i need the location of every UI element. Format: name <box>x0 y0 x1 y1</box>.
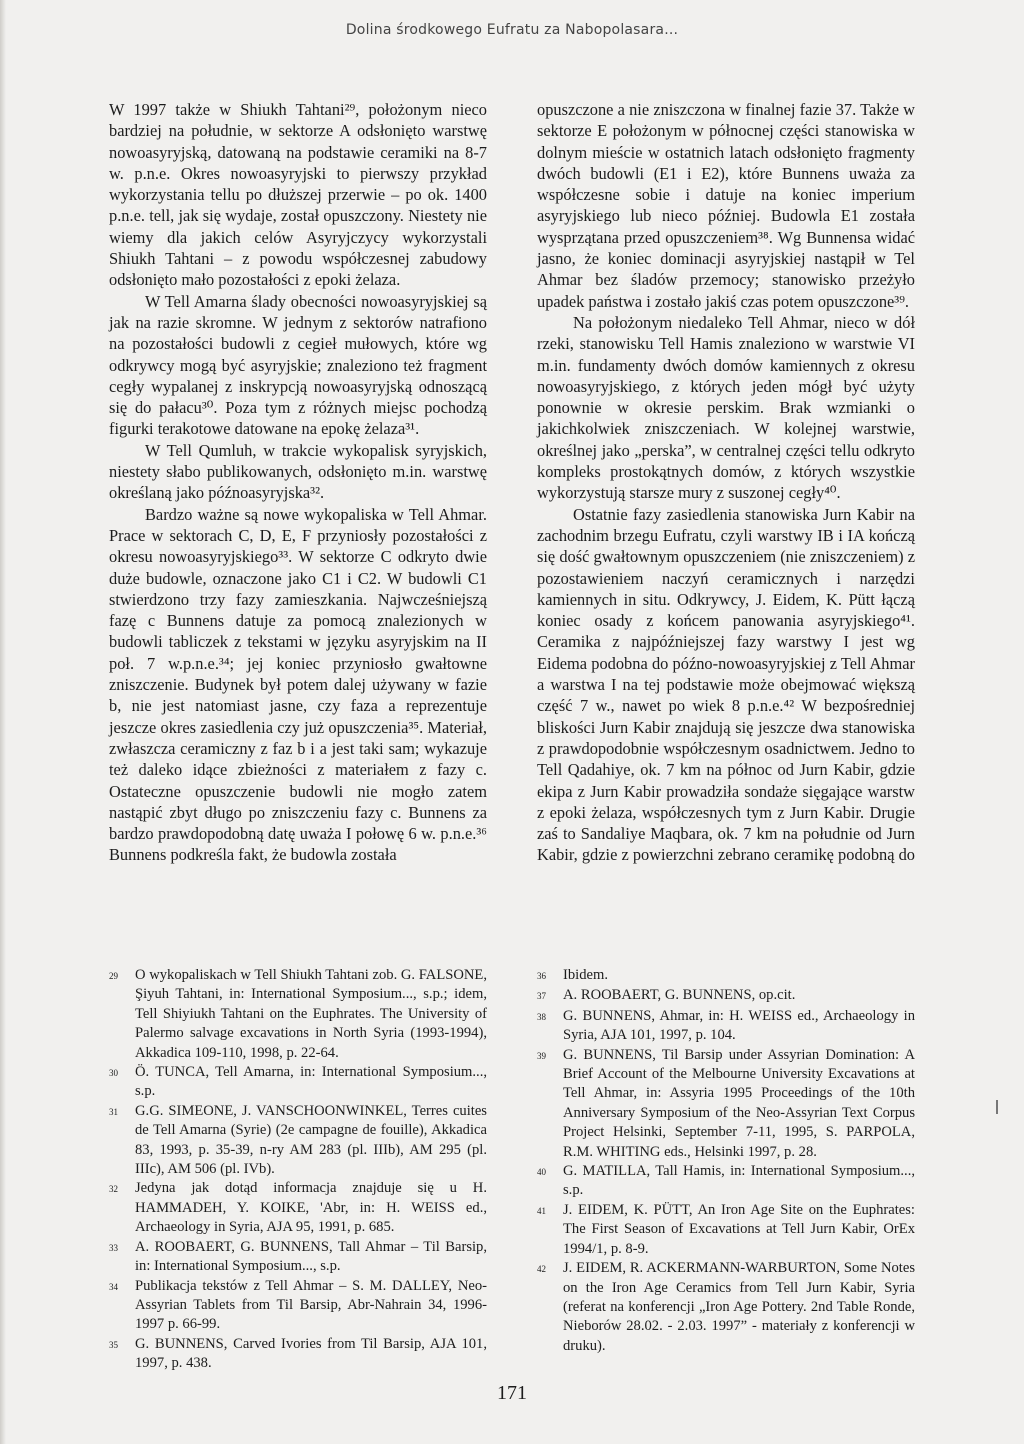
paragraph: Na położonym niedaleko Tell Ahmar, nieco w dół rzeki, stanowisku Tell Hamis znaleziono w warstwie VI m.in. fundamenty dwóch domów kamiennych z okresu nowoasyryjskiego, z których jeden mógł być użyty ponownie w okresie perskim. Brak wzmianki o jakichkolwiek zniszczeniach. W kolejnej warstwie, określnej jako „perska”, w centralnej części tellu odkryto kompleks prostokątnych domów, z których wszystkie wykorzystują starsze mury z suszonej cegły⁴⁰. <box>537 312 915 503</box>
footnote <box>537 1046 915 1162</box>
footnote-number: 36 <box>537 971 546 981</box>
footnote-number: 41 <box>537 1205 546 1216</box>
footnote-number: 38 <box>537 1011 546 1022</box>
running-head: Dolina środkowego Eufratu za Nabopolasara... <box>345 22 679 38</box>
footnote <box>109 1238 487 1277</box>
footnote <box>109 1179 487 1237</box>
margin-mark <box>996 1100 998 1114</box>
footnote-number: 31 <box>109 1106 118 1117</box>
footnote <box>109 1102 487 1180</box>
page-number: 171 <box>497 1382 527 1404</box>
footnote-text: G. MATILLA, Tall Hamis, in: International Symposium..., s.p. <box>563 1163 915 1199</box>
paragraph: opuszczone a nie zniszczona w finalnej fazie 37. Także w sektorze E położonym w północnej części stanowiska w dolnym mieście w ostatnich latach odsłonięto fragmenty dwóch budowli (E1 i E2), które Bunnens uważa za współczesne sobie i datuje na koniec imperium asyryjskiego lub nieco później. Budowla E1 została wysprzątana przed opuszczeniem³⁸. Wg Bunnensa widać jasno, że koniec dominacji asyryjskiej nastąpił w Tel Ahmar bez śladów przemocy; stanowisko przeżyło upadek państwa i zostało jakiś czas potem opuszczone³⁹. <box>537 100 915 311</box>
footnote-number: 30 <box>109 1068 118 1079</box>
footnote-text: Publikacja tekstów z Tell Ahmar – S. M. DALLEY, Neo-Assyrian Tablets from Til Barsip, Abr-Nahrain 34, 1996-1997 p. 66-99. <box>135 1277 487 1333</box>
footnote <box>537 1007 915 1046</box>
body-column-left <box>109 99 487 866</box>
footnote-text: J. EIDEM, K. PÜTT, An Iron Age Site on the Euphrates: The First Season of Excavations at Tell Jurn Kabir, OrEx 1994/1, p. 8-9. <box>563 1201 915 1257</box>
footnotes-right <box>537 966 915 1356</box>
footnote-number: 37 <box>537 991 546 1002</box>
footnote-number: 40 <box>537 1167 546 1178</box>
footnote-number: 42 <box>537 1264 546 1275</box>
paragraph: Bardzo ważne są nowe wykopaliska w Tell Ahmar. Prace w sektorach C, D, E, F przyniosły pozostałości z okresu nowoasyryjskiego³³. W sektorze C odkryto dwie duże budowle, oznaczone jako C1 i C2. W budowli C1 stwierdzono trzy fazy zamieszkania. Najwcześniejszą fazę c Bunnens datuje za pomocą znalezionych w budowli tabliczek z tekstami w języku asyryjskim na II poł. 7 w.p.n.e.³⁴; jej koniec przyniosło gwałtowne zniszczenie. Budynek był potem dalej używany w fazie b, nie jest natomiast jasne, czy faza a reprezentuje jeszcze okres zasiedlenia czy już opuszczenia³⁵. Materiał, zwłaszcza ceramiczny z faz b i a jest taki sam; wykazuje też daleko idące zbieżności z materiałem z fazy c. Ostateczne opuszczenie budowli nie mogło zatem nastąpić zbyt długo po zniszczeniu fazy c. Bunnens za bardzo prawdopodobną datę uważa I połowę 6 w. p.n.e.³⁶ Bunnens podkreśla fakt, że budowla została <box>109 504 487 865</box>
footnote-text: A. ROOBAERT, G. BUNNENS, Tall Ahmar – Til Barsip, in: International Symposium..., s.p. <box>135 1238 487 1275</box>
footnote <box>109 1277 487 1335</box>
paragraph: W 1997 także w Shiukh Tahtani²⁹, położonym nieco bardziej na południe, w sektorze A odsłonięto warstwę nowoasyryjską, datowaną na podstawie ceramiki na 8-7 w. p.n.e. Okres nowoasyryjski to pierwszy przykład wykorzystania tellu po dłuższej przerwie – po ok. 1400 p.n.e. tell, jak się wydaje, został opuszczony. Niestety nie wiemy dla jakich celów Asyryjczycy wykorzystali Shiukh Tahtani – z powodu współczesnej zabudowy odsłonięto mało pozostałości z epoki żelaza. <box>109 100 487 290</box>
footnote-text: G.G. SIMEONE, J. VANSCHOONWINKEL, Terres cuites de Tell Amarna (Syrie) (2e campagne de fouille), Akkadica 83, 1993, p. 35-39, n-ry AM 283 (pl. IIIb), AM 295 (pl. IIIc), AM 506 (pl. IVb). <box>135 1102 487 1178</box>
footnote-text: A. ROOBAERT, G. BUNNENS, op.cit. <box>563 987 796 1004</box>
footnote <box>109 1335 487 1374</box>
scan-edge <box>0 0 6 1444</box>
paragraph: Ostatnie fazy zasiedlenia stanowiska Jurn Kabir na zachodnim brzegu Eufratu, czyli warstwy IB i IA kończą się dość gwałtownym opuszczeniem (nie zniszczeniem) z pozostawieniem naczyń ceramicznych i narzędzi kamiennych in situ. Odkrywcy, J. Eidem, K. Pütt łączą koniec osady z końcem panowania asyryjskiego⁴¹. Ceramika z najpóźniejszej fazy warstwy I jest wg Eidema podobna do późno-nowoasyryjskiej z Tell Ahmar a warstwa I na tej podstawie może obejmować większą część 7 w., nawet po wiek 8 p.n.e.⁴² W bezpośredniej bliskości Jurn Kabir znajdują się jeszcze dwa stanowiska z prawdopodobnie współczesnym osadnictwem. Jedno to Tell Qadahiye, ok. 7 km na północ od Jurn Kabir, gdzie ekipa z Jurn Kabir prowadziła sondaże sięgające warstw z epoki żelaza, współczesnych tym z Jurn Kabir. Drugie zaś to Sandaliye Maqbara, ok. 7 km na południe od Jurn Kabir, gdzie z powierzchni zebrano ceramikę podobną do <box>537 504 915 865</box>
body-column-right <box>537 99 915 866</box>
footnote-number: 39 <box>537 1050 546 1061</box>
footnote-text: O wykopaliskach w Tell Shiukh Tahtani zob. G. FALSONE, Şiyuh Tahtani, in: International Symposium..., s.p.; idem, Tell Shiyiukh Tahtani on the Euphrates. The University of Palermo salvage excavations in North Syria (1993-1994), Akkadica 109-110, 1998, p. 22-64. <box>135 967 487 1061</box>
footnote <box>537 1259 915 1356</box>
footnotes-left <box>109 966 487 1374</box>
footnote-number: 33 <box>109 1242 118 1253</box>
footnote <box>537 1201 915 1259</box>
footnote-text: Ö. TUNCA, Tell Amarna, in: International Symposium..., s.p. <box>135 1064 487 1100</box>
footnote <box>537 966 915 986</box>
footnote-number: 32 <box>109 1184 118 1195</box>
footnote <box>537 986 915 1006</box>
footnote-text: J. EIDEM, R. ACKERMANN-WARBURTON, Some Notes on the Iron Age Ceramics from Tell Jurn Kabir, Syria (referat na konferencji „Iron Age Pottery. 2nd Table Ronde, Nieborów 28.02. - 2.03. 1997” - materiały z konferencji w druku). <box>563 1260 915 1354</box>
paragraph: W Tell Qumluh, w trakcie wykopalisk syryjskich, niestety słabo publikowanych, odsłonięto m.in. warstwę określaną jako późnoasyryjska³². <box>109 440 487 503</box>
footnote-number: 29 <box>109 971 118 981</box>
footnote-text: G. BUNNENS, Carved Ivories from Til Barsip, AJA 101, 1997, p. 438. <box>135 1335 487 1372</box>
footnote <box>109 1063 487 1102</box>
footnote-number: 35 <box>109 1339 118 1350</box>
footnote-number: 34 <box>109 1281 118 1292</box>
footnote-text: Ibidem. <box>563 967 608 983</box>
footnote-text: Jedyna jak dotąd informacja znajduje się u H. HAMMADEH, Y. KOIKE, 'Abr, in: H. WEISS ed., Archaeology in Syria, AJA 95, 1991, p. 685. <box>135 1180 487 1236</box>
footnote-text: G. BUNNENS, Ahmar, in: H. WEISS ed., Archaeology in Syria, AJA 101, 1997, p. 104. <box>563 1007 915 1044</box>
footnote <box>109 966 487 1063</box>
footnote <box>537 1162 915 1201</box>
paragraph: W Tell Amarna ślady obecności nowoasyryjskiej są jak na razie skromne. W jednym z sektorów natrafiono na pozostałości budowli z cegieł mułowych, które wg odkrywcy mogą być asyryjskie; znaleziono też fragment cegły wypalanej z inskrypcją nowoasyryjską odnoszącą się do pałacu³⁰. Poza tym z różnych miejsc pochodzą figurki terakotowe datowane na epokę żelaza³¹. <box>109 291 487 439</box>
footnote-text: G. BUNNENS, Til Barsip under Assyrian Domination: A Brief Account of the Melbourne University Excavations at Tell Ahmar, in: Assyria 1995 Proceedings of the 10th Anniversary Symposium of the Neo-Assyrian Text Corpus Project Helsinki, September 7-11, 1995, S. PARPOLA, R.M. WHITING eds., Helsinki 1997, p. 28. <box>563 1046 915 1160</box>
